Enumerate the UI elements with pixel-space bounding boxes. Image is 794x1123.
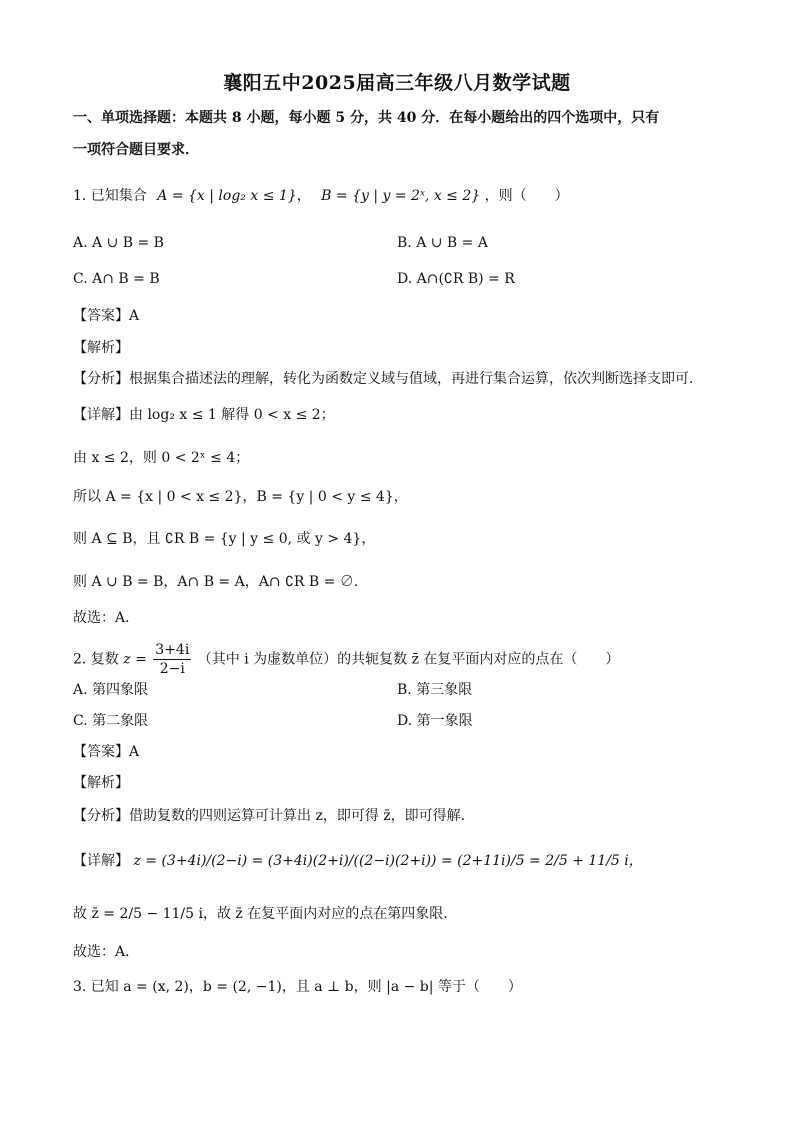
q2-jiexi: 【解析】 — [73, 775, 129, 791]
q1-detail-3: 所以 A = {x | 0 < x ≤ 2}，B = {y | 0 < y ≤ 4}， — [73, 489, 408, 505]
q2-stem-suffix: （其中 i 为虚数单位）的共轭复数 z̄ 在复平面内对应的点在（ ） — [197, 651, 620, 668]
q2-detail-expression: z = (3+4i)/(2−i) = (3+4i)(2+i)/((2−i)(2+i)) = (2+11i)/5 = 2/5 + 11/5 i， — [133, 853, 643, 869]
q1-option-c: C. A∩ B = B — [73, 271, 160, 287]
page-title: 襄阳五中2025届高三年级八月数学试题 — [223, 72, 571, 94]
q1-jiexi: 【解析】 — [73, 340, 129, 356]
q2-stem-prefix: 2. 复数 — [73, 651, 119, 668]
q2-option-b: B. 第三象限 — [397, 682, 473, 698]
q2-choose: 故选：A. — [73, 944, 130, 960]
q1-answer: 【答案】A — [73, 308, 140, 324]
q2-fraction-numerator: 3+4i — [155, 642, 190, 658]
q2-fraction-denominator: 2−i — [159, 661, 185, 677]
section-heading-line2: 一项符合题目要求． — [73, 142, 199, 158]
q1-stem: 1. 已知集合 A = {x | log₂ x ≤ 1}， B = {y | y = 2ˣ, x ≤ 2} ，则（ ） — [73, 188, 569, 204]
q1-set-b: B = {y | y = 2ˣ, x ≤ 2} — [321, 188, 481, 204]
q2-z-label: z = — [123, 651, 147, 668]
q2-detail — [73, 851, 643, 871]
q2-option-a: A. 第四象限 — [73, 682, 149, 698]
q1-set-a: A = {x | log₂ x ≤ 1} — [157, 188, 297, 204]
q2-stem — [73, 641, 619, 678]
q2-fraction — [153, 641, 191, 678]
q2-answer: 【答案】A — [73, 744, 140, 760]
q1-option-a: A. A ∪ B = B — [73, 235, 164, 251]
q2-option-c: C. 第二象限 — [73, 713, 149, 729]
q1-detail-4: 则 A ⊆ B，且 ∁R B = {y | y ≤ 0, 或 y > 4}， — [73, 531, 376, 547]
q2-detail-label: 【详解】 — [73, 853, 129, 869]
q2-fenxi: 【分析】借助复数的四则运算可计算出 z，即可得 z̄，即可得解. — [73, 808, 466, 824]
q2-conclusion: 故 z̄ = 2/5 − 11/5 i，故 z̄ 在复平面内对应的点在第四象限. — [73, 906, 448, 922]
q3-stem: 3. 已知 a = (x, 2)，b = (2, −1)，且 a ⊥ b，则 |a − b| 等于（ ） — [73, 979, 522, 995]
q1-option-d: D. A∩(∁R B) = R — [397, 271, 515, 287]
section-heading-line1: 一、单项选择题：本题共 8 小题，每小题 5 分，共 40 分．在每小题给出的四个选项中，只有 — [73, 110, 660, 126]
q1-stem-prefix: 1. 已知集合 — [73, 188, 147, 204]
q1-option-b: B. A ∪ B = A — [397, 235, 488, 251]
q2-option-d: D. 第一象限 — [397, 713, 473, 729]
q1-fenxi: 【分析】根据集合描述法的理解，转化为函数定义域与值域，再进行集合运算，依次判断选择支即可. — [73, 371, 694, 387]
q1-detail-5: 则 A ∪ B = B，A∩ B = A，A∩ ∁R B = ∅. — [73, 574, 359, 590]
q1-detail-1: 【详解】由 log₂ x ≤ 1 解得 0 < x ≤ 2； — [73, 407, 335, 423]
q1-stem-suffix: ，则（ ） — [484, 188, 569, 204]
q1-detail-2: 由 x ≤ 2，则 0 < 2ˣ ≤ 4； — [73, 450, 250, 466]
q1-choose: 故选：A. — [73, 610, 130, 626]
